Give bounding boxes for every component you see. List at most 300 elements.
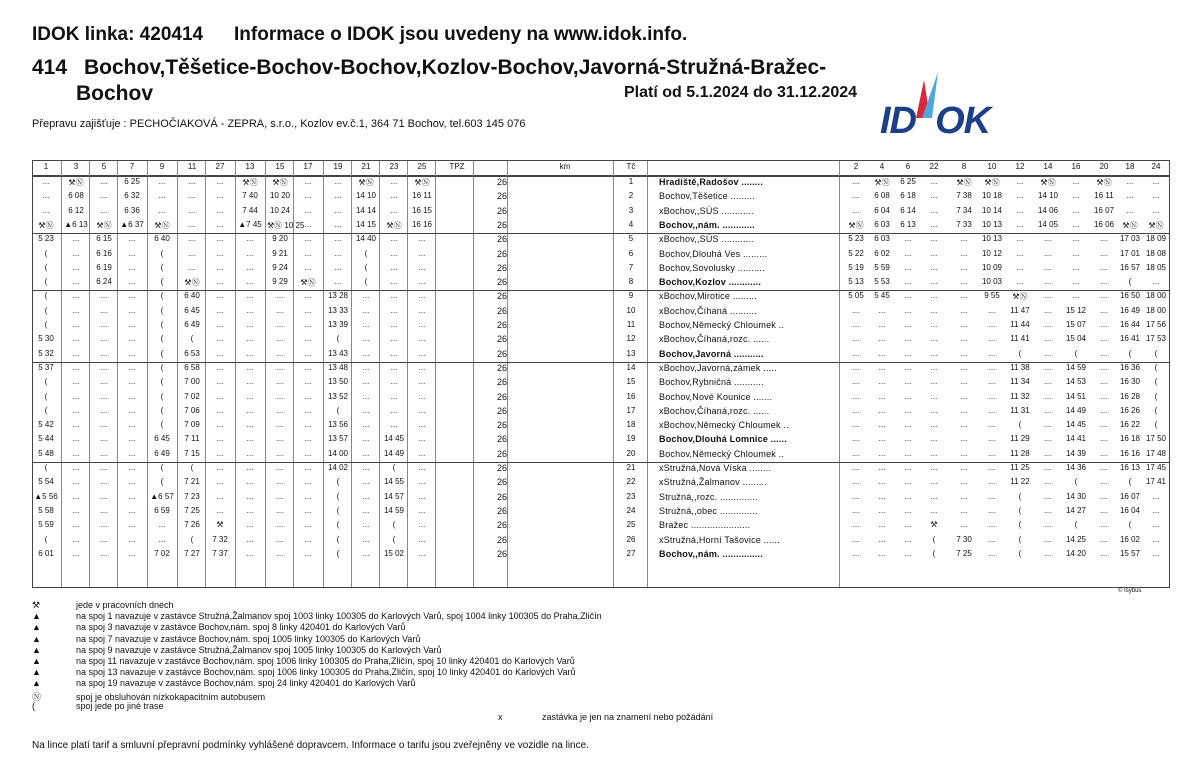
departure-time: ... — [246, 348, 254, 358]
departure-time: 7 30 — [956, 534, 972, 544]
departure-time: ( — [392, 463, 396, 472]
departure-time: ... — [1016, 177, 1024, 186]
departure-time: 17 53 — [1145, 334, 1167, 344]
departure-time: ... — [904, 548, 912, 558]
departure-time: ... — [390, 420, 398, 430]
departure-time: ... — [304, 248, 312, 258]
departure-time: 13 52 — [327, 391, 349, 401]
departure-time: ... — [930, 248, 938, 258]
column-divider — [89, 161, 90, 587]
departure-time: 7 27 — [184, 548, 200, 558]
departure-time: 14 30 — [1065, 491, 1087, 501]
departure-time: ... — [904, 377, 912, 387]
departure-time: 7 34 — [956, 205, 972, 215]
departure-time: ( — [1154, 377, 1158, 387]
departure-time: ... — [988, 391, 996, 401]
departure-time: ( — [364, 277, 368, 287]
departure-time: ... — [1044, 291, 1052, 301]
departure-time: ... — [852, 205, 860, 215]
line-id: IDOK linka: 420414 — [32, 24, 204, 45]
departure-time: ( — [160, 420, 164, 430]
station-number: 9 — [628, 291, 634, 301]
column-header: 16 — [1071, 162, 1081, 171]
departure-time: ... — [930, 491, 938, 501]
tpz-value: 26 — [496, 391, 507, 402]
departure-time: ⚒Ⓝ — [848, 220, 864, 230]
departure-time: ... — [304, 320, 312, 329]
departure-time: ... — [960, 520, 968, 530]
departure-time: ( — [160, 291, 164, 301]
station-number: 4 — [628, 219, 634, 229]
departure-time: ... — [988, 463, 996, 472]
column-header: 15 — [275, 162, 285, 171]
station-name: xBochov,Mirotice ......... — [659, 291, 758, 302]
departure-time: ... — [100, 291, 108, 301]
departure-time: ⚒Ⓝ — [1148, 220, 1164, 230]
station-number: 10 — [626, 305, 636, 315]
departure-time: ... — [100, 434, 108, 444]
departure-time: ( — [932, 534, 936, 544]
tpz-value: 26 — [496, 420, 507, 431]
departure-time: ... — [100, 491, 108, 501]
column-header: 24 — [1151, 162, 1161, 171]
departure-time: 14 40 — [355, 234, 377, 244]
departure-time: ... — [362, 491, 370, 501]
departure-time: ... — [930, 405, 938, 415]
departure-time: ... — [1044, 320, 1052, 329]
departure-time: ... — [1044, 362, 1052, 372]
departure-time: 18 00 — [1145, 305, 1167, 315]
departure-time: ... — [1100, 377, 1108, 387]
departure-time: ( — [1128, 348, 1132, 358]
departure-time: ... — [1072, 205, 1080, 215]
station-number: 11 — [626, 320, 636, 329]
departure-time: ... — [390, 305, 398, 315]
column-divider — [435, 161, 436, 587]
departure-time: ... — [418, 277, 426, 287]
departure-time: ... — [390, 234, 398, 244]
departure-time: 6 49 — [184, 320, 200, 329]
station-number: 1 — [628, 177, 634, 186]
departure-time: ... — [100, 305, 108, 315]
departure-time: ... — [904, 362, 912, 372]
tpz-value: 26 — [496, 305, 507, 316]
column-divider — [379, 161, 380, 587]
departure-time: ... — [1126, 191, 1134, 201]
departure-time: 11 41 — [1010, 334, 1030, 344]
departure-time: ( — [364, 248, 368, 258]
route-line2: Bochov — [76, 82, 154, 105]
validity: Platí od 5.1.2024 do 31.12.2024 — [624, 84, 858, 101]
departure-time: ... — [390, 205, 398, 215]
departure-time: 5 13 — [848, 277, 864, 287]
departure-time: ... — [304, 177, 312, 186]
departure-time: 5 45 — [874, 291, 890, 301]
departure-time: 13 48 — [327, 362, 349, 372]
departure-time: 14 59 — [383, 505, 405, 515]
departure-time: ... — [988, 405, 996, 415]
footnote — [32, 600, 174, 611]
departure-time: ( — [44, 377, 48, 387]
departure-time: ... — [390, 291, 398, 301]
departure-time: ( — [364, 262, 368, 272]
departure-time: ... — [878, 405, 886, 415]
departure-time: ... — [216, 334, 224, 344]
tpz-value: 26 — [496, 448, 507, 459]
departure-time: 5 59 — [38, 520, 54, 530]
departure-time: ... — [100, 405, 108, 415]
departure-time: 13 33 — [327, 305, 349, 315]
departure-time: ... — [1100, 248, 1108, 258]
station-name: Bražec ...................... — [659, 520, 751, 531]
departure-time: ... — [1100, 420, 1108, 430]
departure-time: ... — [1152, 491, 1160, 501]
column-header: 12 — [1015, 162, 1025, 171]
tpz-value: 26 — [496, 348, 507, 359]
departure-time: ... — [852, 448, 860, 458]
departure-time: ( — [1018, 491, 1022, 501]
column-header: 3 — [73, 162, 79, 171]
departure-time: ▲6 57 — [150, 491, 174, 501]
line-label — [32, 24, 688, 46]
departure-time: ... — [904, 477, 912, 487]
departure-time: ... — [362, 477, 370, 487]
idok-logo — [880, 70, 1000, 140]
departure-time: ... — [216, 491, 224, 501]
departure-time: 17 50 — [1145, 434, 1167, 444]
footnote-text: na spoj 13 navazuje v zastávce Bochov,nám. spoj 1006 linky 100305 do Praha,Zličín, spoj 10 linky 420401 do Karlových Varů — [76, 667, 576, 678]
departure-time: ... — [276, 362, 284, 372]
departure-time: 17 45 — [1145, 463, 1167, 472]
departure-time: ⚒Ⓝ — [874, 178, 890, 187]
departure-time: 14 10 — [355, 191, 377, 201]
departure-time: ... — [276, 548, 284, 558]
departure-time: ... — [128, 505, 136, 515]
departure-time: 16 16 — [411, 219, 433, 229]
departure-time: ( — [44, 405, 48, 415]
departure-time: ... — [72, 320, 80, 329]
column-header: 17 — [303, 162, 313, 171]
departure-time: 16 15 — [411, 205, 433, 215]
departure-time: 14 06 — [1037, 205, 1059, 215]
departure-time: ... — [1072, 248, 1080, 258]
departure-time: ... — [930, 420, 938, 430]
departure-time: ... — [304, 205, 312, 215]
departure-time: 10 12 — [981, 248, 1003, 258]
column-divider — [647, 161, 648, 587]
departure-time: ... — [418, 420, 426, 430]
departure-time: ... — [418, 334, 426, 344]
station-number: 14 — [626, 362, 636, 372]
departure-time: ... — [904, 491, 912, 501]
departure-time: ... — [100, 348, 108, 358]
departure-time: ... — [988, 348, 996, 358]
station-name: Bochov,,nám. ............... — [659, 548, 763, 559]
departure-time: ( — [160, 348, 164, 358]
departure-time: ... — [72, 362, 80, 372]
footnote — [32, 645, 442, 655]
departure-time: ... — [72, 548, 80, 558]
departure-time: 7 26 — [184, 520, 200, 530]
departure-time: ... — [930, 234, 938, 244]
departure-time: ( — [932, 548, 936, 558]
departure-time: ... — [216, 420, 224, 430]
tpz-value: 26 — [496, 362, 507, 373]
departure-time: ... — [390, 405, 398, 415]
departure-time: ... — [304, 434, 312, 444]
station-name: xStružná,Horní Tašovice ...... — [659, 534, 780, 545]
departure-time: ( — [336, 405, 340, 415]
station-name: Bochov,,nám. ............ — [659, 219, 755, 230]
departure-time: ⚒Ⓝ — [1122, 220, 1138, 230]
departure-time: ( — [160, 305, 164, 315]
departure-time: ⚒Ⓝ — [272, 178, 288, 187]
departure-time: ... — [276, 491, 284, 501]
departure-time: 18 05 — [1145, 262, 1167, 272]
column-header: Tč — [626, 162, 636, 171]
departure-time: ... — [1100, 491, 1108, 501]
column-header: 7 — [129, 162, 135, 171]
departure-time: ... — [390, 248, 398, 258]
departure-time: ⚒Ⓝ — [1096, 178, 1112, 187]
column-header: 1 — [43, 162, 49, 171]
departure-time: ( — [44, 320, 48, 329]
departure-time: ( — [336, 491, 340, 501]
departure-time: ... — [960, 348, 968, 358]
departure-time: ... — [878, 548, 886, 558]
departure-time: ... — [246, 305, 254, 315]
departure-time: ... — [216, 291, 224, 301]
departure-time: 6 19 — [96, 262, 112, 272]
column-header: km — [559, 162, 571, 171]
station-number: 7 — [628, 262, 634, 272]
departure-time: ... — [988, 477, 996, 487]
departure-time: 7 32 — [212, 534, 228, 544]
departure-time: ( — [160, 405, 164, 415]
station-number: 19 — [626, 434, 636, 444]
departure-time: ... — [418, 320, 426, 329]
departure-time: 6 18 — [900, 191, 916, 201]
departure-time: 13 39 — [327, 320, 349, 329]
tpz-value: 26 — [496, 520, 507, 531]
column-divider — [117, 161, 118, 587]
departure-time: ... — [1016, 219, 1024, 229]
departure-time: ... — [390, 334, 398, 344]
departure-time: 5 53 — [874, 277, 890, 287]
departure-time: 10 13 — [981, 219, 1003, 229]
departure-time: ... — [390, 277, 398, 287]
departure-time: 14 51 — [1065, 391, 1087, 401]
departure-time: ... — [930, 305, 938, 315]
departure-time: ... — [362, 405, 370, 415]
departure-time: ... — [878, 463, 886, 472]
column-divider — [839, 161, 840, 587]
station-number: 25 — [626, 520, 636, 530]
departure-time: ... — [128, 434, 136, 444]
departure-time: ... — [878, 491, 886, 501]
departure-time: ... — [960, 320, 968, 329]
departure-time: ... — [304, 463, 312, 472]
departure-time: 7 02 — [184, 391, 200, 401]
departure-time: 14 55 — [383, 477, 405, 487]
departure-time: ... — [852, 177, 860, 186]
departure-time: ... — [1126, 177, 1134, 186]
departure-time: 10 13 — [981, 234, 1003, 244]
departure-time: ... — [1044, 348, 1052, 358]
departure-time: ... — [852, 391, 860, 401]
departure-time: ... — [128, 320, 136, 329]
footnote-text: na spoj 11 navazuje v zastávce Bochov,nám. spoj 1006 linky 100305 do Praha,Zličín, spoj 10 linky 420401 do Karlových Varů — [76, 656, 575, 666]
column-divider — [507, 161, 508, 587]
departure-time: ... — [904, 248, 912, 258]
station-number: 27 — [626, 548, 636, 558]
departure-time: 15 12 — [1065, 305, 1087, 315]
footnote-text: na spoj 1 navazuje v zastávce Stružná,Žalmanov spoj 1003 linky 100305 do Karlových Varů, spoj 1004 linky 100305 do Praha,Zličín — [76, 611, 602, 622]
departure-time: ... — [1152, 277, 1160, 287]
departure-time: ... — [334, 191, 342, 201]
departure-time: ... — [930, 391, 938, 401]
departure-time: ... — [334, 277, 342, 287]
departure-time: ... — [418, 362, 426, 372]
departure-time: ... — [334, 177, 342, 186]
station-name: xBochov,Číhaná .......... — [659, 305, 757, 316]
departure-time: ... — [100, 362, 108, 372]
departure-time: ... — [216, 177, 224, 186]
station-number: 18 — [626, 420, 636, 430]
departure-time: 13 28 — [327, 291, 349, 301]
departure-time: 5 23 — [38, 234, 54, 244]
departure-time: ... — [1044, 477, 1052, 487]
departure-time: 5 32 — [38, 348, 54, 358]
station-name: xBochov,,SÚS ............ — [659, 234, 754, 245]
departure-time: 17 01 — [1119, 248, 1141, 258]
departure-time: ... — [960, 248, 968, 258]
departure-time: 6 12 — [68, 205, 84, 215]
departure-time: 7 40 — [242, 191, 258, 201]
departure-time: 9 29 — [272, 277, 288, 287]
departure-time: 6 01 — [38, 548, 54, 558]
departure-time: ... — [418, 248, 426, 258]
departure-time: ... — [1152, 177, 1160, 186]
departure-time: ... — [276, 334, 284, 344]
departure-time: ... — [1100, 534, 1108, 544]
departure-time: ... — [246, 362, 254, 372]
departure-time: ... — [216, 219, 224, 229]
footnote-x-text: zastávka je jen na znamení nebo požádání — [542, 712, 714, 722]
station-name: Bochov,Dlouhá Ves ......... — [659, 248, 768, 259]
departure-time: ... — [246, 377, 254, 387]
departure-time: ... — [878, 434, 886, 444]
departure-time: ... — [1100, 277, 1108, 287]
departure-time: 16 06 — [1093, 219, 1115, 229]
departure-time: 6 08 — [68, 191, 84, 201]
departure-time: ... — [988, 362, 996, 372]
departure-time: ... — [246, 520, 254, 530]
tpz-value: 26 — [496, 405, 507, 416]
departure-time: ... — [128, 520, 136, 530]
departure-time: ... — [362, 448, 370, 458]
departure-time: ( — [336, 548, 340, 558]
departure-time: 14 39 — [1065, 448, 1087, 458]
departure-time: ... — [100, 448, 108, 458]
station-name: xBochov,Číhaná,rozc. ...... — [659, 405, 770, 416]
departure-time: ... — [334, 219, 342, 229]
footnote-x-symbol: x — [498, 712, 503, 722]
departure-time: ... — [304, 262, 312, 272]
departure-time: ... — [904, 320, 912, 329]
departure-time: ... — [72, 534, 80, 544]
departure-time: ... — [246, 320, 254, 329]
departure-time: ⚒Ⓝ — [1012, 292, 1028, 302]
departure-time: ... — [72, 520, 80, 530]
column-divider — [235, 161, 236, 587]
departure-time: ... — [390, 377, 398, 387]
departure-time: ... — [1016, 234, 1024, 244]
departure-time: ... — [960, 362, 968, 372]
departure-time: ... — [988, 420, 996, 430]
departure-time: ... — [1152, 548, 1160, 558]
departure-time: 14 27 — [1065, 505, 1087, 515]
departure-time: 5 30 — [38, 334, 54, 344]
departure-time: ... — [1072, 234, 1080, 244]
departure-time: ... — [72, 448, 80, 458]
tpz-value: 26 — [496, 477, 507, 488]
column-divider — [323, 161, 324, 587]
departure-time: ( — [336, 505, 340, 515]
departure-time: ... — [362, 534, 370, 544]
departure-time: ... — [158, 520, 166, 530]
departure-time: ... — [72, 463, 80, 472]
departure-time: ( — [44, 291, 48, 301]
departure-time: ... — [418, 391, 426, 401]
departure-time: 6 03 — [874, 234, 890, 244]
departure-time: ... — [1044, 534, 1052, 544]
departure-time: ... — [362, 505, 370, 515]
departure-time: ... — [362, 434, 370, 444]
route-title — [32, 56, 826, 80]
departure-time: ( — [160, 262, 164, 272]
departure-time: 5 59 — [874, 262, 890, 272]
departure-time: ... — [390, 348, 398, 358]
departure-time: ... — [276, 291, 284, 301]
departure-time: ... — [188, 205, 196, 215]
tpz-value: 26 — [496, 262, 507, 273]
departure-time: 6 24 — [96, 277, 112, 287]
departure-time: ( — [1128, 477, 1132, 487]
departure-time: ... — [960, 377, 968, 387]
departure-time: ... — [418, 463, 426, 472]
column-divider — [613, 161, 614, 587]
departure-time: ... — [246, 463, 254, 472]
departure-time: ... — [72, 348, 80, 358]
departure-time: ... — [158, 177, 166, 186]
departure-time: ... — [304, 334, 312, 344]
departure-time: 7 00 — [184, 377, 200, 387]
departure-time: ... — [100, 420, 108, 430]
tpz-value: 26 — [496, 534, 507, 545]
departure-time: ... — [418, 291, 426, 301]
departure-time: ... — [128, 305, 136, 315]
departure-time: ... — [72, 477, 80, 487]
departure-time: ... — [246, 334, 254, 344]
departure-time: ... — [188, 234, 196, 244]
station-name: Bochov,Nové Kounice ....... — [659, 391, 773, 402]
departure-time: 6 25 — [900, 177, 916, 186]
departure-time: ... — [246, 491, 254, 501]
departure-time: 9 55 — [984, 291, 1000, 301]
departure-time: 15 02 — [383, 548, 405, 558]
departure-time: ( — [44, 463, 48, 472]
